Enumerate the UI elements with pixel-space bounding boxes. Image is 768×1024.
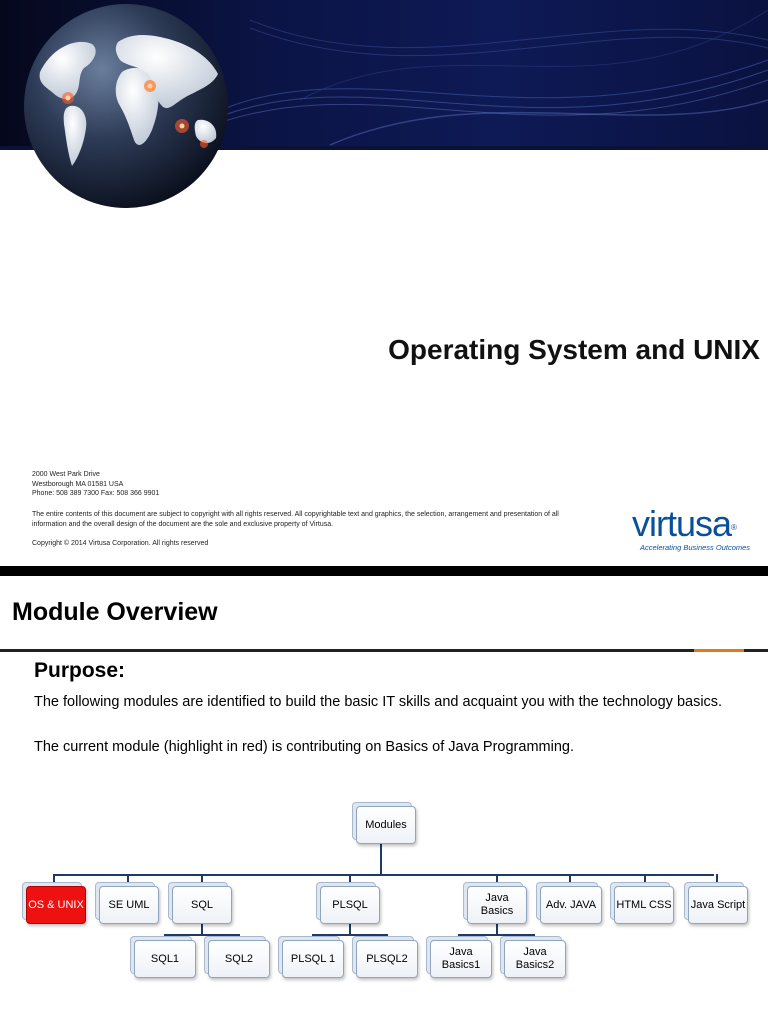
node-sql1: SQL1 [134,940,196,978]
connector-javabasics-down [496,924,498,934]
module-tree [0,576,768,1024]
connector-htmlcss [644,874,646,884]
company-address [32,470,159,499]
node-plsql2: PLSQL2 [356,940,418,978]
node-sql2: SQL2 [208,940,270,978]
globe-icon [22,2,230,210]
connector-sql-down [201,924,203,934]
module-overview-slide [0,576,768,1024]
deck-title: Operating System and UNIX [388,334,760,365]
purpose-paragraph-1: The following modules are identified to build the basic IT skills and acquaint you with the technology basics. [34,694,723,710]
connector-javabasics [496,874,498,884]
node-java-basics2: Java Basics2 [504,940,566,978]
address-line-1: 2000 West Park Drive [32,471,100,478]
connector-plsql-bar [312,934,388,936]
connector-javabasics-bar [458,934,535,936]
connector-root-down [380,844,382,874]
address-line-2: Westborough MA 01581 USA [32,480,124,488]
connector-os [53,874,55,884]
node-java-basics: Java Basics [467,886,527,924]
node-os-unix: OS & UNIX [26,886,86,924]
purpose-paragraph-2: The current module (highlight in red) is contributing on Basics of Java Programming. [34,739,574,755]
connector-plsql [349,874,351,884]
node-plsql: PLSQL [320,886,380,924]
node-java-script: Java Script [688,886,748,924]
node-adv-java: Adv. JAVA [540,886,602,924]
connector-plsql-down [349,924,351,934]
slide-title: Module Overview [12,598,218,626]
legal-notice: The entire contents of this document are subject to copyright with all rights reserved. All copyrightable text and graphics, the selection, arrangement and presentation of all information and the overall design of the document are the sole and exclusive property of Virtusa. [32,511,559,528]
connector-sql-bar [164,934,240,936]
node-html-css: HTML CSS [614,886,674,924]
node-java-basics1: Java Basics1 [430,940,492,978]
connector-javascript [716,874,718,884]
node-plsql1: PLSQL 1 [282,940,344,978]
connector-seuml [127,874,129,884]
node-se-uml: SE UML [99,886,159,924]
purpose-heading: Purpose: [34,659,126,682]
address-line-3: Phone: 508 389 7300 Fax: 508 366 9901 [32,490,160,497]
copyright-notice: Copyright © 2014 Virtusa Corporation. All rights reserved [32,540,209,547]
node-sql: SQL [172,886,232,924]
connector-level1-bar [53,874,714,876]
connector-advjava [569,874,571,884]
logo-tagline: Accelerating Business Outcomes [640,543,751,552]
logo-wordmark: virtusa [632,503,732,544]
virtusa-logo [632,503,762,552]
slide-separator [0,566,768,576]
connector-sql [201,874,203,884]
node-modules: Modules [356,806,416,844]
logo-registered-mark: ® [731,523,736,532]
